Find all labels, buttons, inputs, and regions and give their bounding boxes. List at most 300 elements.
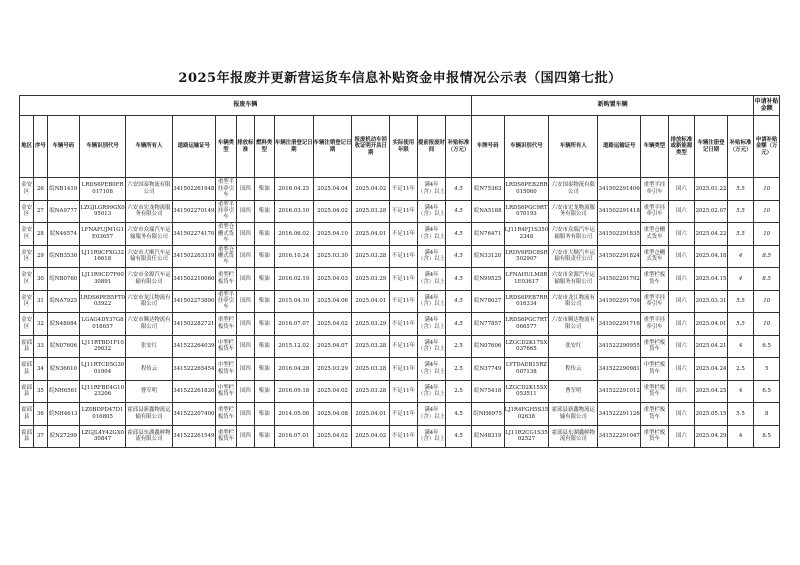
table-cell: 27 [34,200,47,223]
table-cell: LJ1R4FGH5S3502638 [504,403,549,426]
table-row [20,335,780,358]
table-cell: 不足11年 [390,425,418,448]
table-cell: 2015.04.10 [274,290,313,313]
table-cell: 皖N27299 [47,425,80,448]
table-cell: 金安区 [20,178,34,201]
table-cell: 341522291047 [598,425,641,448]
table-cell: 2025.04.02 [352,425,390,448]
table-cell: 341502291792 [598,268,641,291]
column-header: 实际使用年限 [390,116,418,178]
table-cell: LJ11R4FJ1S3502348 [504,223,549,246]
table-row [20,290,780,313]
table-cell: 重型栏板货车 [641,268,669,291]
table-cell: 柴油 [254,380,274,403]
table-cell: 30 [34,268,47,291]
table-cell: 霍邱县东湖鑫鲜物流有限公司 [126,425,173,448]
table-cell: 皖N07606 [471,335,504,358]
table-cell: 2025.04.06 [313,290,352,313]
table-cell: 2016.07.07 [274,313,313,336]
table-cell: 重型半挂牵引车 [641,178,669,201]
table-cell: 国六 [668,178,695,201]
table-cell: 六安市腾达物流有限公司 [549,313,598,336]
table-cell: 不足11年 [390,245,418,268]
table-cell: 2025.03.31 [695,290,728,313]
table-cell: 皖N75418 [471,380,504,403]
table-cell: 国六 [668,245,695,268]
table-cell: 柴油 [254,268,274,291]
table-cell: 2025.04.02 [313,313,352,336]
table-cell: 国六 [668,200,695,223]
table-cell: 341502263319 [172,245,215,268]
table-cell: 程传云 [549,358,598,381]
table-row [20,403,780,426]
table-cell: 不足11年 [390,178,418,201]
table-cell: 28 [34,223,47,246]
table-cell: 341522290955 [598,335,641,358]
table-cell: 6.5 [754,335,780,358]
table-cell: 皖NA9777 [47,200,80,223]
table-cell: 金安区 [20,313,34,336]
table-cell: 341502261948 [172,178,215,201]
table-cell: 重型半挂牵引车 [215,290,236,313]
table-cell: 皖NH6975 [471,403,504,426]
table-cell: 国四 [237,335,254,358]
table-cell: 皖N78027 [471,290,504,313]
table-cell: 10 [754,313,780,336]
table-cell: 皖N77857 [471,313,504,336]
table-cell: 2025.04.03 [313,268,352,291]
table-cell: 皖NB3530 [47,245,80,268]
table-cell: 重型栏板货车 [215,403,236,426]
table-cell: 曹军明 [549,380,598,403]
table-cell: 霍邱县新鑫物流运输有限公司 [549,403,598,426]
page-title: 2025年报废并更新营运货车信息补贴资金申报情况公示表（国四第七批） [178,71,622,86]
table-cell: 8.5 [754,425,780,448]
table-cell: 金安区 [20,200,34,223]
table-cell: LJ11RTCD5G3001904 [80,358,126,381]
table-cell: 341522291126 [598,403,641,426]
table-cell: 2.5 [446,358,472,381]
table-cell: 32 [34,313,47,336]
table-cell: 8 [754,403,780,426]
table-cell: 33 [34,335,47,358]
table-cell: LRDS6PEB7RR016334 [504,290,549,313]
table-cell: 2025.04.02 [313,380,352,403]
table-cell: 国四 [237,245,254,268]
table-cell: 4 [727,268,754,291]
table-cell: 金安区 [20,223,34,246]
table-cell: 柴油 [254,358,274,381]
table-cell: 4.5 [446,290,472,313]
table-cell: 不足11年 [390,403,418,426]
table-cell: 2025.04.21 [695,335,728,358]
table-cell: 重型栏板货车 [641,403,669,426]
table-cell: 5.5 [727,223,754,246]
table-cell: 重型栏板货车 [215,425,236,448]
table-cell: 皖N75363 [471,178,504,201]
table-cell: 重型栏板货车 [641,425,669,448]
table-cell: 皖NB0760 [47,268,80,291]
table-cell: 六安市龙江物流有限公司 [549,290,598,313]
table-cell: 2025.03.28 [352,358,390,381]
table-cell: 10 [754,290,780,313]
table-cell: 4 [727,245,754,268]
table-cell: 皖N46574 [47,223,80,246]
table-cell: 4.5 [446,268,472,291]
table-cell: 柴油 [254,290,274,313]
table-cell: 重型栏板货车 [641,380,669,403]
table-cell: 六安国泰物流有限公司 [126,178,173,201]
table-cell: 2025.04.08 [313,403,352,426]
column-header: 车辆注销登记日期 [313,116,352,178]
table-cell: 国六 [668,313,695,336]
table-cell: 霍邱县新鑫物流运输有限公司 [126,403,173,426]
table-cell: LZ0BDPD47D1016805 [80,403,126,426]
table-cell: 341502210060 [172,268,215,291]
column-header: 车辆识别代号 [80,116,126,178]
table-cell: LFNAFUJM1G1E03657 [80,223,126,246]
table-cell: LJ11RFBE4G1023206 [80,380,126,403]
table-cell: 满4年（含）以上 [417,178,446,201]
table-cell: 霍邱县 [20,403,34,426]
table-cell: 国四 [237,425,254,448]
table-cell: 六安市众瑞汽车运输服务有限公司 [126,223,173,246]
column-header: 补贴标准（万元） [446,116,472,178]
table-cell: 2025.04.24 [695,358,728,381]
column-header: 提前报废时间 [417,116,446,178]
table-cell: 2015.12.02 [274,335,313,358]
table-cell: 满4年（含）以上 [417,268,446,291]
table-cell: LJ11RTBD1F1029632 [80,335,126,358]
table-cell: 341522265454 [172,358,215,381]
table-cell: LRDS6PGC9RT070193 [504,200,549,223]
table-cell: 柴油 [254,223,274,246]
column-header: 车牌号码 [471,116,504,178]
column-header: 车辆类型 [215,116,236,178]
table-cell: 2025.04.01 [695,313,728,336]
table-cell: 国四 [237,223,254,246]
table-cell: 2025.05.15 [695,403,728,426]
table-cell: 2025.01.22 [695,178,728,201]
table-cell: 重型仓栅式货车 [641,223,669,246]
table-cell: 国六 [668,380,695,403]
table-cell: 2025.04.01 [352,223,390,246]
table-cell: 4.5 [446,403,472,426]
table-cell: 六安国泰物流有限公司 [549,178,598,201]
column-header: 车辆类型 [641,116,669,178]
table-cell: 霍邱县 [20,425,34,448]
table-cell: 4 [727,425,754,448]
table-cell: 金安区 [20,268,34,291]
table-cell: 皖NB1419 [47,178,80,201]
table-cell: 满4年（含）以上 [417,380,446,403]
table-cell: 341502291706 [598,290,641,313]
table-cell: LYTDAEB15RZ007138 [504,358,549,381]
table-cell: 重型半挂牵引车 [641,200,669,223]
table-row [20,313,780,336]
table-row [20,380,780,403]
table-cell: 重型半挂牵引车 [215,200,236,223]
table-cell: 柴油 [254,200,274,223]
table-cell: 柴油 [254,313,274,336]
table-cell: 2016.06.02 [274,223,313,246]
table-cell: 4.5 [446,425,472,448]
table-cell: 满4年（含）以上 [417,313,446,336]
table-cell: 皖N99525 [471,268,504,291]
table-cell: 满4年（含）以上 [417,245,446,268]
table-cell: LRDS6PGC7RT066577 [504,313,549,336]
table-cell: 满4年（含）以上 [417,358,446,381]
table-cell: 柴油 [254,425,274,448]
table-cell: 皖N33120 [471,245,504,268]
table-cell: 8.5 [754,268,780,291]
table-cell: LJ11R2CG1S3502527 [504,425,549,448]
table-cell: 2025.04.04 [313,178,352,201]
table-cell: 六安市宏龙物流服务有限公司 [126,200,173,223]
table-cell: 皖N36610 [47,358,80,381]
table-cell: 皖N37749 [471,358,504,381]
table-cell: 六安市腾达物流有限公司 [126,313,173,336]
table-cell: 满4年（含）以上 [417,425,446,448]
table-cell: 10 [754,178,780,201]
group-new: 新购置车辆 [471,96,753,116]
table-cell: 满4年（含）以上 [417,200,446,223]
column-header: 车辆注册登记日期 [274,116,313,178]
column-header: 报废机动车回收证明开具日期 [352,116,390,178]
table-cell: LZGJL4Y42GX030847 [80,425,126,448]
table-cell: 2016.02.19 [274,268,313,291]
table-cell: 皖N76471 [471,223,504,246]
table-cell: 2016.03.10 [274,200,313,223]
group-apply: 申请补贴金额 [754,96,780,116]
table-cell: 不足11年 [390,290,418,313]
table-cell: 柴油 [254,245,274,268]
table-cell: 2025.03.29 [352,268,390,291]
table-cell: 341502291824 [598,245,641,268]
column-header: 车辆所有人 [549,116,598,178]
table-cell: 2016.04.28 [274,358,313,381]
table-cell: 341522291012 [598,380,641,403]
table-cell: 重型半挂牵引车 [641,290,669,313]
table-cell: 皖N48084 [47,313,80,336]
table-cell: 2025.04.01 [352,290,390,313]
table-cell: 国六 [668,290,695,313]
table-cell: 8.5 [754,245,780,268]
table-cell: 国四 [237,178,254,201]
table-row [20,245,780,268]
table-cell: 国四 [237,268,254,291]
table-cell: 国四 [237,313,254,336]
table-cell: 霍邱县 [20,380,34,403]
table-cell: 341502291418 [598,200,641,223]
table-cell: 4.5 [446,200,472,223]
table-cell: 341502274170 [172,223,215,246]
table-cell: 重型半挂牵引车 [641,313,669,336]
table-cell: 国四 [237,403,254,426]
table-cell: 4 [727,335,754,358]
table-cell: 2016.04.25 [274,178,313,201]
column-header: 车辆所有人 [126,116,173,178]
table-cell: 2025.03.29 [313,358,352,381]
table-cell: 六安市众瑞汽车运输服务有限公司 [549,223,598,246]
table-cell: 2014.05.08 [274,403,313,426]
table-cell: 5.5 [727,178,754,201]
table-cell: 不足11年 [390,380,418,403]
table-cell: 34 [34,358,47,381]
table-cell: 341502282721 [172,313,215,336]
table-cell: 2.5 [446,380,472,403]
table-cell: 曹军明 [126,380,173,403]
table-cell: 重型栏板货车 [215,313,236,336]
table-cell: 2016.09.18 [274,380,313,403]
table-cell: 341522264039 [172,335,215,358]
table-cell: 程传云 [126,358,173,381]
table-cell: 满4年（含）以上 [417,403,446,426]
table-cell: 35 [34,380,47,403]
table-cell: 4.5 [446,245,472,268]
table-cell: 国六 [668,335,695,358]
table-cell: LRDS6PEB0FR017108 [80,178,126,201]
table-cell: LRDS6PEB5FT003922 [80,290,126,313]
table-cell: 六安市金源汽车运输有限公司 [126,268,173,291]
table-cell: 柴油 [254,403,274,426]
table-cell: 皖NA5188 [471,200,504,223]
column-header: 车辆号码 [47,116,80,178]
table-cell: 2025.03.28 [352,245,390,268]
table-cell: 2016.10.24 [274,245,313,268]
table-cell: 37 [34,425,47,448]
table-cell: 不足11年 [390,335,418,358]
table-cell: 国四 [237,380,254,403]
table-cell: 10 [754,223,780,246]
table-cell: 5 [754,358,780,381]
table-cell: 中型栏板货车 [215,380,236,403]
column-header: 地区 [20,116,34,178]
table-cell: 国六 [668,268,695,291]
table-cell: 重型仓栅式货车 [215,223,236,246]
table-cell: 2025.04.01 [352,403,390,426]
table-cell: 金安区 [20,290,34,313]
table-cell: 2025.03.28 [352,200,390,223]
column-header: 排放标准 [237,116,254,178]
table-cell: 341502291835 [598,223,641,246]
table-cell: 六安市宏龙物流服务有限公司 [549,200,598,223]
table-cell: 不足11年 [390,268,418,291]
table-cell: 皖NA7925 [47,290,80,313]
table-cell: 2025.04.25 [695,380,728,403]
table-row [20,425,780,448]
table-cell: 341522261549 [172,425,215,448]
table-cell: 2025.04.02 [313,200,352,223]
table-cell: 满4年（含）以上 [417,335,446,358]
column-header: 车辆识别代号 [504,116,549,178]
table-cell: 2025.04.22 [695,223,728,246]
table-cell: 10 [754,200,780,223]
table-cell: 金安区 [20,245,34,268]
table-cell: 重型仓栅式货车 [641,245,669,268]
table-cell: 5.5 [727,200,754,223]
table-cell: 皖N07606 [47,335,80,358]
table-cell: 26 [34,178,47,201]
table-cell: 4 [727,380,754,403]
column-header: 序号 [34,116,47,178]
table-cell: 2016.07.01 [274,425,313,448]
table-cell: 5.5 [727,290,754,313]
table-cell: 4.5 [446,313,472,336]
table-cell: 国四 [237,358,254,381]
table-cell: 341502273890 [172,290,215,313]
table-cell: 6.5 [754,380,780,403]
table-cell: 霍邱县东湖鑫鲜物流有限公司 [549,425,598,448]
table-cell: 2025.03.29 [352,313,390,336]
table-cell: 六安市龙江物流有限公司 [126,290,173,313]
table-cell: 2025.04.07 [313,335,352,358]
column-header: 道路运输证号 [598,116,641,178]
table-cell: 341502291716 [598,313,641,336]
table-cell: LJ11R9CFXG3216618 [80,245,126,268]
table-cell: 29 [34,245,47,268]
table-cell: 张安红 [549,335,598,358]
table-cell: 2025.03.28 [352,380,390,403]
table-cell: 霍邱县 [20,358,34,381]
table-cell: 皖N48319 [471,425,504,448]
table-cell: LRDS6PEB2RR015060 [504,178,549,201]
table-cell: 5.5 [727,313,754,336]
subsidy-table [19,95,780,448]
table-cell: 2025.02.07 [695,200,728,223]
table-cell: 重型栏板货车 [215,268,236,291]
table-cell: LFNAHULM8R1E03617 [504,268,549,291]
table-cell: 4.5 [446,178,472,201]
table-cell: 不足11年 [390,358,418,381]
table-cell: 霍邱县 [20,335,34,358]
table-cell: 341502291406 [598,178,641,201]
table-cell: 341502270149 [172,200,215,223]
table-cell: 张安红 [126,335,173,358]
table-cell: 2025.04.15 [695,268,728,291]
table-cell: LZGJLGR99GX095013 [80,200,126,223]
table-cell: 31 [34,290,47,313]
table-cell: 国六 [668,425,695,448]
table-cell: 2025.04.02 [352,178,390,201]
table-row [20,268,780,291]
table-cell: 重型栏板货车 [641,335,669,358]
column-header: 补贴标准（万元） [727,116,754,178]
table-cell: LZGCD2K15SX053511 [504,380,549,403]
table-cell: 六安市大顺汽车运输有限责任公司 [126,245,173,268]
column-header: 车辆注册登记日期 [695,116,728,178]
table-cell: 36 [34,403,47,426]
table-cell: 2025.04.29 [695,425,728,448]
table-cell: 满4年（含）以上 [417,290,446,313]
table-cell: 国四 [237,200,254,223]
table-cell: 柴油 [254,335,274,358]
table-cell: 不足11年 [390,223,418,246]
table-cell: 重型半挂牵引车 [215,178,236,201]
column-header: 申请补贴金额（万元） [754,116,780,178]
table-cell: 中型栏板货车 [641,358,669,381]
table-cell: 2025.04.10 [313,223,352,246]
table-cell: 341522261820 [172,380,215,403]
group-scrap: 报废车辆 [20,96,472,116]
table-cell: 不足11年 [390,200,418,223]
table-row [20,358,780,381]
table-row [20,200,780,223]
table-cell: 2025.03.30 [313,245,352,268]
table-cell: 2025.04.02 [313,425,352,448]
table-cell: 2.5 [727,358,754,381]
table-cell: 皖NH4613 [47,403,80,426]
